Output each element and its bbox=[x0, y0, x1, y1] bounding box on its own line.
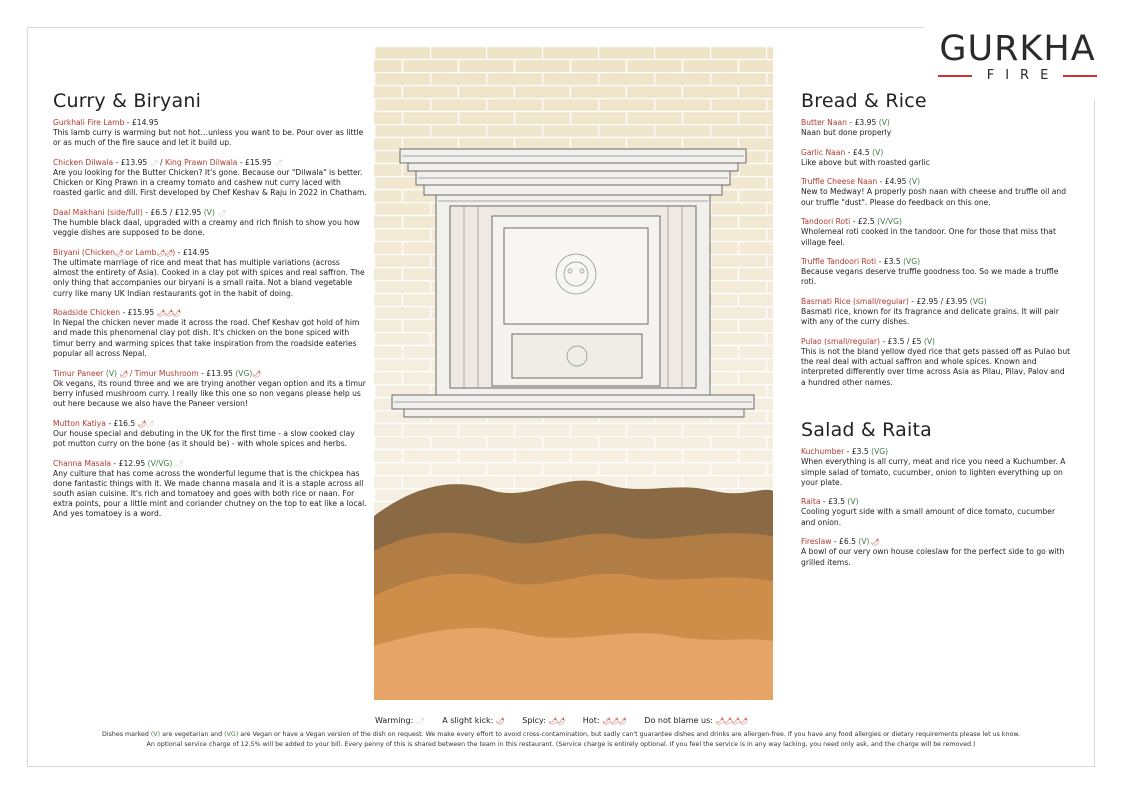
chili-icon: 🌶 bbox=[137, 419, 146, 428]
item-name-alt: or Lamb bbox=[122, 247, 157, 257]
legend-label: Warming: bbox=[374, 716, 414, 725]
veg-tag: (V) bbox=[103, 368, 120, 378]
item-description: Because vegans deserve truffle goodness too. So we made a truffle roti. bbox=[801, 267, 1059, 287]
item-description: A bowl of our very own house coleslaw for the perfect side to go with grilled items. bbox=[801, 547, 1065, 567]
item-heading bbox=[801, 337, 1071, 347]
item-heading bbox=[801, 297, 1071, 307]
item-heading bbox=[53, 308, 368, 318]
item-name: Tandoori Roti bbox=[801, 217, 851, 227]
item-price: - £3.5 bbox=[844, 447, 872, 457]
item-price: - £3.95 bbox=[847, 118, 879, 127]
chili-icon: 🌶 bbox=[869, 538, 879, 547]
item-price: - £14.95 bbox=[124, 118, 159, 127]
item-name: Gurkhali Fire Lamb bbox=[53, 118, 125, 127]
item-name: Roadside Chicken bbox=[53, 308, 121, 318]
item-heading bbox=[801, 257, 1071, 267]
chili-icon: 🌶🌶🌶 bbox=[602, 717, 626, 725]
veg-tag: (V) bbox=[858, 537, 870, 547]
item-price: - £14.95 bbox=[175, 247, 210, 257]
legend-hot bbox=[583, 716, 626, 725]
curry-section bbox=[53, 90, 368, 529]
item-price: - £15.95 bbox=[120, 308, 157, 318]
dietary-note bbox=[30, 731, 1092, 738]
logo-left-bar bbox=[938, 75, 972, 77]
item-price: - £3.5 / £5 bbox=[879, 337, 924, 347]
item-heading bbox=[801, 148, 1071, 158]
item-heading bbox=[53, 369, 368, 379]
vegan-tag: (VG) bbox=[224, 731, 239, 738]
menu-item bbox=[801, 217, 1071, 247]
item-description: Ok vegans, its round three and we are trying another vegan option and its a timur berry infused mushroom curry. I really like this one so non vegans please help us out here because we also have the Paneer version! bbox=[53, 378, 366, 408]
item-heading bbox=[53, 419, 368, 429]
item-description: This lamb curry is warming but not hot…unless you want to be. Pour over as little or as much of the fire sauce and let it build up. bbox=[53, 128, 364, 148]
item-price: - £4.95 bbox=[877, 177, 909, 187]
veg-tag: (VG) bbox=[969, 297, 987, 307]
item-heading bbox=[801, 118, 1071, 128]
item-price: - £12.95 bbox=[111, 458, 148, 468]
item-name: Channa Masala bbox=[53, 458, 112, 468]
legend-do-not-blame-us bbox=[644, 716, 747, 725]
item-price-alt: - £15.95 bbox=[237, 157, 272, 167]
menu-item bbox=[801, 148, 1071, 168]
item-description: Are you looking for the Butter Chicken? It's gone. Because our "Dilwala" is better. Chicken or King Prawn in a creamy tomato and cashew nut curry laced with roasted garlic and dill. First developed by Chef Keshav & Raju in 2022 in Chatham. bbox=[53, 167, 367, 198]
item-name: Truffle Tandoori Roti bbox=[801, 257, 877, 267]
veg-tag: (V/VG) bbox=[877, 217, 902, 227]
chili-icon: 🌶🌶🌶 bbox=[156, 309, 181, 318]
chili-icon: 🌶🌶 bbox=[156, 248, 173, 257]
menu-item bbox=[801, 257, 1071, 287]
item-description: Naan but done properly bbox=[801, 128, 892, 137]
chili-icon: 🌶 bbox=[495, 717, 504, 725]
brand-tagline-row bbox=[930, 68, 1105, 83]
window-artwork bbox=[374, 46, 773, 700]
menu-item bbox=[53, 118, 368, 148]
item-price: - £3.5 bbox=[820, 497, 848, 507]
warming-chili-icon: 🌶 bbox=[274, 158, 282, 167]
item-description: This is not the bland yellow dyed rice that gets passed off as Pulao but the real deal with actual saffron and whole spices. Known and interpreted differently over time across Asia as Pilau, Pilav, Palov and a hundred other names. bbox=[801, 347, 1071, 387]
legend-slight-kick bbox=[442, 716, 503, 725]
veg-tag: (V) bbox=[847, 497, 859, 507]
veg-tag: (VG) bbox=[871, 447, 889, 457]
item-price: - £2.95 / £3.95 bbox=[908, 297, 970, 307]
item-name: Biryani (Chicken bbox=[53, 247, 115, 257]
item-name: Raita bbox=[801, 497, 821, 507]
legend-label: Spicy: bbox=[522, 716, 546, 725]
menu-item bbox=[53, 208, 368, 238]
item-description: Our house special and debuting in the UK for the first time - a slow cooked clay pot mutton curry on the bone (as it should be) - with whole spices and herbs. bbox=[53, 428, 355, 448]
menu-item bbox=[53, 158, 368, 199]
item-name: Truffle Cheese Naan bbox=[801, 177, 878, 187]
veg-tag: (V) bbox=[923, 337, 936, 347]
warming-chili-icon: 🌶 bbox=[149, 158, 158, 167]
item-description: In Nepal the chicken never made it across the road. Chef Keshav got hold of him and made this phenomenal clay pot dish. It's chicken on the bone spiced with timur berry and warming spices that take inspiration from the roadside eateries popular all across Nepal. bbox=[53, 318, 360, 358]
item-heading bbox=[801, 497, 1071, 507]
menu-item bbox=[53, 419, 368, 449]
menu-item bbox=[53, 459, 368, 520]
item-description: When everything is all curry, meat and rice you need a Kuchumber. A simple salad of tomato, cucumber, onion to lighten everything up on your plate. bbox=[801, 457, 1066, 487]
item-price: - £6.5 bbox=[831, 537, 859, 547]
menu-item bbox=[801, 118, 1071, 138]
warming-chili-icon: 🌶 bbox=[415, 717, 424, 725]
veg-tag: (V) bbox=[872, 147, 884, 157]
chili-icon: 🌶 bbox=[119, 369, 128, 378]
menu-item bbox=[53, 308, 368, 359]
note-text: are Vegan or have a Vegan version of the dish on request. We make every effort to avoid cross-contamination, but sadly can't guarantee dishes and drinks are allergen-free. If you have any food allergies or dietary requirements please let us know. bbox=[238, 731, 1020, 738]
veg-tag: (V) bbox=[908, 177, 921, 187]
bread-section bbox=[801, 90, 1071, 577]
item-separator: / bbox=[127, 368, 135, 378]
legend-warming bbox=[375, 716, 424, 725]
brand-logo bbox=[930, 30, 1105, 83]
vegan-tag: (VG) bbox=[235, 368, 253, 378]
item-description: New to Medway! A properly posh naan with cheese and truffle oil and our truffle "dust". Please do feedback on this one. bbox=[801, 187, 1067, 207]
chili-icon: 🌶🌶🌶🌶 bbox=[715, 717, 748, 725]
warming-chili-icon: 🌶 bbox=[145, 419, 154, 428]
menu-item bbox=[53, 369, 368, 410]
warming-chili-icon: 🌶 bbox=[174, 459, 183, 468]
item-heading bbox=[53, 118, 368, 128]
item-name: Kuchumber bbox=[801, 447, 845, 457]
item-description: Cooling yogurt side with a small amount of dice tomato, cucumber and onion. bbox=[801, 507, 1056, 527]
item-price: - £13.95 bbox=[198, 368, 236, 378]
veg-tag: (V/VG) bbox=[147, 458, 173, 468]
item-heading bbox=[53, 248, 368, 258]
legend-label: Hot: bbox=[582, 716, 600, 725]
spice-legend bbox=[30, 716, 1092, 725]
menu-item bbox=[801, 177, 1071, 207]
menu-item bbox=[801, 447, 1071, 488]
item-price: - £13.95 bbox=[113, 157, 148, 167]
veg-tag: (VG) bbox=[903, 257, 921, 267]
veg-tag: (V) bbox=[150, 731, 161, 738]
item-heading bbox=[801, 217, 1071, 227]
chili-icon: 🌶 bbox=[252, 369, 261, 378]
note-text: Dishes marked bbox=[102, 731, 151, 738]
item-description: The humble black daal, upgraded with a creamy and rich finish to show you how veggie dishes are supposed to be done. bbox=[53, 218, 360, 238]
curry-title: Curry & Biryani bbox=[53, 90, 202, 112]
item-description: Basmati rice, known for its fragrance and delicate grains. It will pair with any of the curry dishes. bbox=[801, 307, 1059, 327]
item-name-close: ) bbox=[172, 247, 176, 257]
item-heading bbox=[801, 537, 1071, 547]
logo-right-bar bbox=[1063, 75, 1097, 77]
item-name-alt: King Prawn Dilwala bbox=[164, 157, 238, 167]
note-text: are vegetarian and bbox=[160, 731, 225, 738]
veg-tag: (V) bbox=[878, 118, 890, 127]
legend-label: Do not blame us: bbox=[644, 716, 713, 725]
menu-item bbox=[801, 497, 1071, 527]
menu-item bbox=[801, 537, 1071, 567]
item-heading bbox=[801, 447, 1071, 457]
item-price: - £3.5 bbox=[876, 257, 904, 267]
item-price: - £16.5 bbox=[105, 418, 138, 428]
item-heading bbox=[53, 208, 368, 218]
item-heading bbox=[53, 459, 368, 469]
chili-icon: 🌶🌶 bbox=[548, 717, 565, 725]
nepali-window-illustration bbox=[374, 46, 773, 700]
item-name: Chicken Dilwala bbox=[53, 157, 114, 167]
item-name: Butter Naan bbox=[801, 118, 847, 127]
veg-tag: (V) bbox=[203, 208, 215, 218]
menu-item bbox=[53, 248, 368, 299]
item-name: Timur Paneer bbox=[53, 368, 104, 378]
item-name: Daal Makhani (side/full) bbox=[53, 208, 143, 218]
item-name-alt: Timur Mushroom bbox=[134, 368, 199, 378]
menu-item bbox=[801, 337, 1071, 388]
item-description: The ultimate marriage of rice and meat that has multiple variations (across almost the entirety of Asia). Cooked in a clay pot with spices and real saffron. The only thing that accompanies our biryani is a small raita. Not a bland vegetable curry like many UK Indian restaurants got in the habit of doing. bbox=[53, 257, 365, 298]
chili-icon: 🌶 bbox=[114, 248, 123, 257]
item-heading bbox=[53, 158, 368, 168]
legend-label: A slight kick: bbox=[442, 716, 494, 725]
item-name: Garlic Naan bbox=[801, 147, 846, 157]
brand-name: GURKHA bbox=[939, 29, 1096, 69]
item-name: Fireslaw bbox=[801, 537, 832, 547]
item-name: Pulao (small/regular) bbox=[801, 337, 880, 347]
item-name: Mutton Katiya bbox=[53, 418, 106, 428]
item-description: Wholemeal roti cooked in the tandoor. One for those that miss that village feel. bbox=[801, 227, 1056, 247]
item-description: Like above but with roasted garlic bbox=[801, 157, 930, 167]
brand-tagline: FIRE bbox=[986, 68, 1060, 83]
item-price: - £2.5 bbox=[850, 217, 878, 227]
bread-title: Bread & Rice bbox=[801, 90, 927, 112]
item-price: - £4.5 bbox=[845, 147, 873, 157]
item-price: - £6.5 / £12.95 bbox=[142, 208, 204, 218]
salad-title: Salad & Raita bbox=[801, 419, 932, 442]
legend-spicy bbox=[522, 716, 564, 725]
item-name: Basmati Rice (small/regular) bbox=[801, 297, 909, 307]
menu-item bbox=[801, 297, 1071, 327]
item-description: Any culture that has come across the wonderful legume that is the chickpea has done fantastic things with it. We made channa masala and it is a staple across all south asian cuisine. It's rich and tomatoey and goes with both rice or naan. For extra points, pour a little mint and coriander chutney on the top to eat like a local. And yes tomatoey is a word. bbox=[53, 468, 367, 519]
item-separator: / bbox=[157, 157, 165, 167]
item-heading bbox=[801, 177, 1071, 187]
service-charge-note: An optional service charge of 12.5% will be added to your bill. Every penny of this is shared between the team in this restaurant. (Service charge is entirely optional. If you feel the service is in any way lacking, you need only ask, and the charge will be removed.) bbox=[146, 741, 976, 748]
warming-chili-icon: 🌶 bbox=[217, 209, 226, 218]
